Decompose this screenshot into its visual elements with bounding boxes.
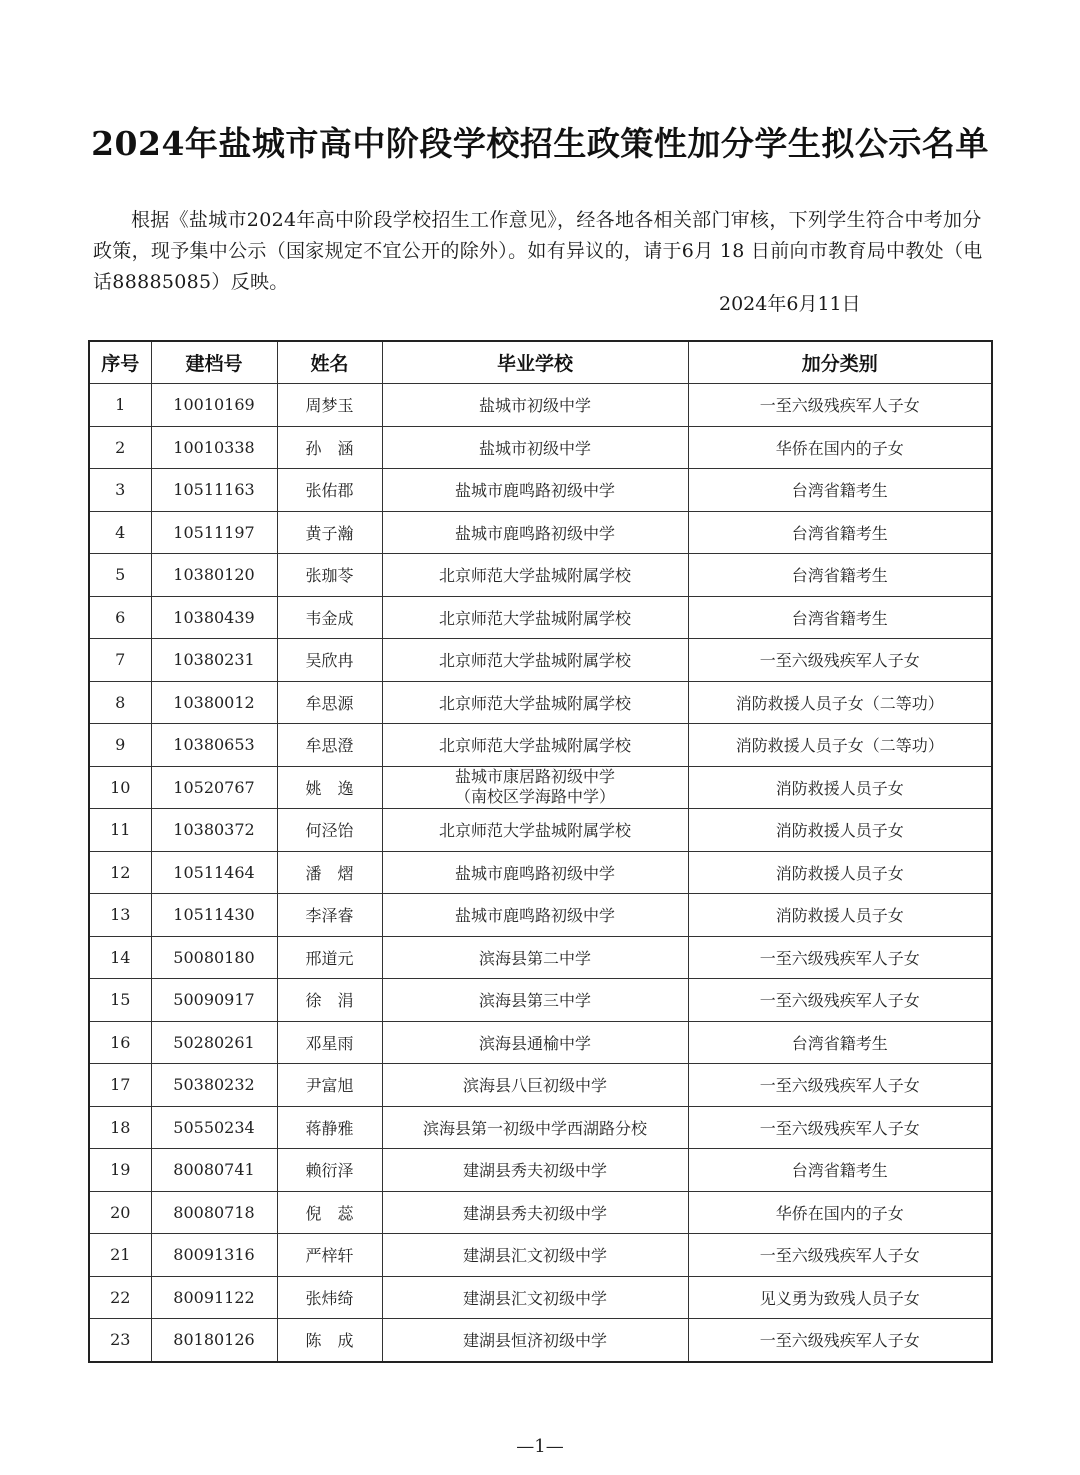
cell-bonus-category: 消防救援人员子女 (688, 894, 992, 937)
school-line: 盐城市康居路初级中学 (454, 767, 615, 787)
header-bonus-category: 加分类别 (688, 341, 992, 384)
cell-student-name: 严梓轩 (277, 1234, 382, 1277)
table-header-row (89, 341, 992, 384)
cell-school: 滨海县第三中学 (382, 979, 688, 1022)
cell-bonus-category: 一至六级残疾军人子女 (688, 1234, 992, 1277)
cell-student-name: 张珈苓 (277, 554, 382, 597)
cell-school: 北京师范大学盐城附属学校 (382, 554, 688, 597)
cell-serial-number: 2 (89, 426, 151, 469)
cell-student-name: 孙 涵 (277, 426, 382, 469)
cell-student-name: 黄子瀚 (277, 511, 382, 554)
cell-file-number: 10511464 (151, 851, 277, 894)
cell-student-name: 牟思澄 (277, 724, 382, 767)
cell-file-number: 50550234 (151, 1106, 277, 1149)
cell-school: 北京师范大学盐城附属学校 (382, 724, 688, 767)
cell-bonus-category: 台湾省籍考生 (688, 554, 992, 597)
cell-bonus-category: 一至六级残疾军人子女 (688, 639, 992, 682)
cell-serial-number: 16 (89, 1021, 151, 1064)
cell-serial-number: 14 (89, 936, 151, 979)
cell-student-name: 潘 熠 (277, 851, 382, 894)
table-row (89, 1276, 992, 1319)
table-row (89, 1191, 992, 1234)
cell-student-name: 吴欣冉 (277, 639, 382, 682)
cell-student-name: 姚 逸 (277, 766, 382, 809)
cell-student-name: 张佑郡 (277, 469, 382, 512)
table-row (89, 809, 992, 852)
cell-serial-number: 7 (89, 639, 151, 682)
cell-file-number: 10511163 (151, 469, 277, 512)
cell-serial-number: 15 (89, 979, 151, 1022)
cell-file-number: 10380231 (151, 639, 277, 682)
cell-serial-number: 20 (89, 1191, 151, 1234)
cell-serial-number: 3 (89, 469, 151, 512)
cell-bonus-category: 台湾省籍考生 (688, 511, 992, 554)
cell-school: 建湖县汇文初级中学 (382, 1234, 688, 1277)
cell-school: 盐城市鹿鸣路初级中学 (382, 894, 688, 937)
table-row (89, 1064, 992, 1107)
cell-serial-number: 6 (89, 596, 151, 639)
cell-student-name: 尹富旭 (277, 1064, 382, 1107)
notice-date: 2024年6月11日 (719, 293, 861, 315)
cell-school: 建湖县汇文初级中学 (382, 1276, 688, 1319)
cell-school: 滨海县通榆中学 (382, 1021, 688, 1064)
cell-serial-number: 19 (89, 1149, 151, 1192)
cell-serial-number: 1 (89, 384, 151, 427)
cell-file-number: 10380653 (151, 724, 277, 767)
cell-student-name: 周梦玉 (277, 384, 382, 427)
table-row (89, 596, 992, 639)
cell-file-number: 80091122 (151, 1276, 277, 1319)
cell-bonus-category: 消防救援人员子女 (688, 851, 992, 894)
cell-student-name: 赖衍泽 (277, 1149, 382, 1192)
cell-serial-number: 18 (89, 1106, 151, 1149)
cell-file-number: 80180126 (151, 1319, 277, 1362)
table-row (89, 851, 992, 894)
cell-bonus-category: 消防救援人员子女 (688, 766, 992, 809)
header-file-number: 建档号 (151, 341, 277, 384)
cell-bonus-category: 华侨在国内的子女 (688, 1191, 992, 1234)
cell-bonus-category: 台湾省籍考生 (688, 1149, 992, 1192)
cell-file-number: 80080741 (151, 1149, 277, 1192)
cell-file-number: 10010169 (151, 384, 277, 427)
cell-file-number: 80080718 (151, 1191, 277, 1234)
cell-bonus-category: 台湾省籍考生 (688, 1021, 992, 1064)
cell-serial-number: 8 (89, 681, 151, 724)
page-number: —1— (516, 1436, 564, 1457)
table-row (89, 639, 992, 682)
table-row (89, 724, 992, 767)
cell-serial-number: 5 (89, 554, 151, 597)
cell-serial-number: 9 (89, 724, 151, 767)
cell-student-name: 蒋静雅 (277, 1106, 382, 1149)
cell-bonus-category: 消防救援人员子女（二等功） (688, 681, 992, 724)
cell-school: 北京师范大学盐城附属学校 (382, 809, 688, 852)
cell-student-name: 何泾饴 (277, 809, 382, 852)
table-row (89, 979, 992, 1022)
cell-bonus-category: 台湾省籍考生 (688, 469, 992, 512)
table-row (89, 511, 992, 554)
cell-bonus-category: 台湾省籍考生 (688, 596, 992, 639)
table-row (89, 894, 992, 937)
cell-file-number: 10511197 (151, 511, 277, 554)
header-name: 姓名 (277, 341, 382, 384)
table-row (89, 384, 992, 427)
header-serial-number: 序号 (89, 341, 151, 384)
table-row (89, 1319, 992, 1362)
document-title: 2024年盐城市高中阶段学校招生政策性加分学生拟公示名单 (91, 124, 989, 163)
cell-school: 建湖县恒济初级中学 (382, 1319, 688, 1362)
table-body (89, 384, 992, 1362)
cell-serial-number: 13 (89, 894, 151, 937)
table-row (89, 1149, 992, 1192)
cell-school: 盐城市初级中学 (382, 426, 688, 469)
cell-file-number: 10380439 (151, 596, 277, 639)
cell-bonus-category: 一至六级残疾军人子女 (688, 979, 992, 1022)
cell-school: 北京师范大学盐城附属学校 (382, 681, 688, 724)
table-row (89, 469, 992, 512)
cell-serial-number: 4 (89, 511, 151, 554)
cell-serial-number: 23 (89, 1319, 151, 1362)
cell-bonus-category: 消防救援人员子女 (688, 809, 992, 852)
cell-bonus-category: 一至六级残疾军人子女 (688, 1106, 992, 1149)
cell-file-number: 10511430 (151, 894, 277, 937)
table-row (89, 1021, 992, 1064)
cell-serial-number: 11 (89, 809, 151, 852)
cell-serial-number: 17 (89, 1064, 151, 1107)
cell-school (382, 766, 688, 809)
cell-bonus-category: 一至六级残疾军人子女 (688, 1064, 992, 1107)
notice-paragraph: 根据《盐城市2024年高中阶段学校招生工作意见》，经各地各相关部门审核，下列学生符合中考加分政策，现予集中公示（国家规定不宜公开的除外）。如有异议的，请于6月 18 日前向市教育局中教处（电话88885085）反映。 (93, 209, 983, 293)
cell-file-number: 10380120 (151, 554, 277, 597)
cell-school: 滨海县八巨初级中学 (382, 1064, 688, 1107)
cell-file-number: 10010338 (151, 426, 277, 469)
cell-file-number: 10520767 (151, 766, 277, 809)
cell-school: 北京师范大学盐城附属学校 (382, 639, 688, 682)
cell-student-name: 张炜绮 (277, 1276, 382, 1319)
cell-bonus-category: 一至六级残疾军人子女 (688, 1319, 992, 1362)
cell-bonus-category: 一至六级残疾军人子女 (688, 936, 992, 979)
cell-bonus-category: 一至六级残疾军人子女 (688, 384, 992, 427)
table-row (89, 1234, 992, 1277)
cell-serial-number: 12 (89, 851, 151, 894)
cell-file-number: 10380372 (151, 809, 277, 852)
cell-file-number: 80091316 (151, 1234, 277, 1277)
cell-serial-number: 22 (89, 1276, 151, 1319)
cell-file-number: 50090917 (151, 979, 277, 1022)
cell-file-number: 50280261 (151, 1021, 277, 1064)
table-row (89, 1106, 992, 1149)
cell-serial-number: 21 (89, 1234, 151, 1277)
table-row (89, 936, 992, 979)
cell-file-number: 50380232 (151, 1064, 277, 1107)
cell-school: 滨海县第一初级中学西湖路分校 (382, 1106, 688, 1149)
table-row (89, 766, 992, 809)
cell-bonus-category: 消防救援人员子女（二等功） (688, 724, 992, 767)
cell-serial-number: 10 (89, 766, 151, 809)
cell-file-number: 50080180 (151, 936, 277, 979)
cell-school: 盐城市鹿鸣路初级中学 (382, 851, 688, 894)
header-school: 毕业学校 (382, 341, 688, 384)
cell-school: 盐城市鹿鸣路初级中学 (382, 469, 688, 512)
cell-student-name: 倪 蕊 (277, 1191, 382, 1234)
cell-student-name: 徐 涓 (277, 979, 382, 1022)
cell-school: 建湖县秀夫初级中学 (382, 1191, 688, 1234)
cell-student-name: 韦金成 (277, 596, 382, 639)
cell-file-number: 10380012 (151, 681, 277, 724)
cell-student-name: 邢道元 (277, 936, 382, 979)
cell-student-name: 李泽睿 (277, 894, 382, 937)
cell-school: 建湖县秀夫初级中学 (382, 1149, 688, 1192)
cell-bonus-category: 华侨在国内的子女 (688, 426, 992, 469)
cell-school: 盐城市鹿鸣路初级中学 (382, 511, 688, 554)
cell-bonus-category: 见义勇为致残人员子女 (688, 1276, 992, 1319)
cell-school: 滨海县第二中学 (382, 936, 688, 979)
cell-student-name: 陈 成 (277, 1319, 382, 1362)
cell-student-name: 邓星雨 (277, 1021, 382, 1064)
cell-student-name: 牟思源 (277, 681, 382, 724)
school-line: （南校区学海路中学） (454, 787, 615, 807)
cell-school: 北京师范大学盐城附属学校 (382, 596, 688, 639)
cell-school: 盐城市初级中学 (382, 384, 688, 427)
table-row (89, 681, 992, 724)
table-row (89, 554, 992, 597)
student-list-table (88, 340, 993, 1363)
table-row (89, 426, 992, 469)
